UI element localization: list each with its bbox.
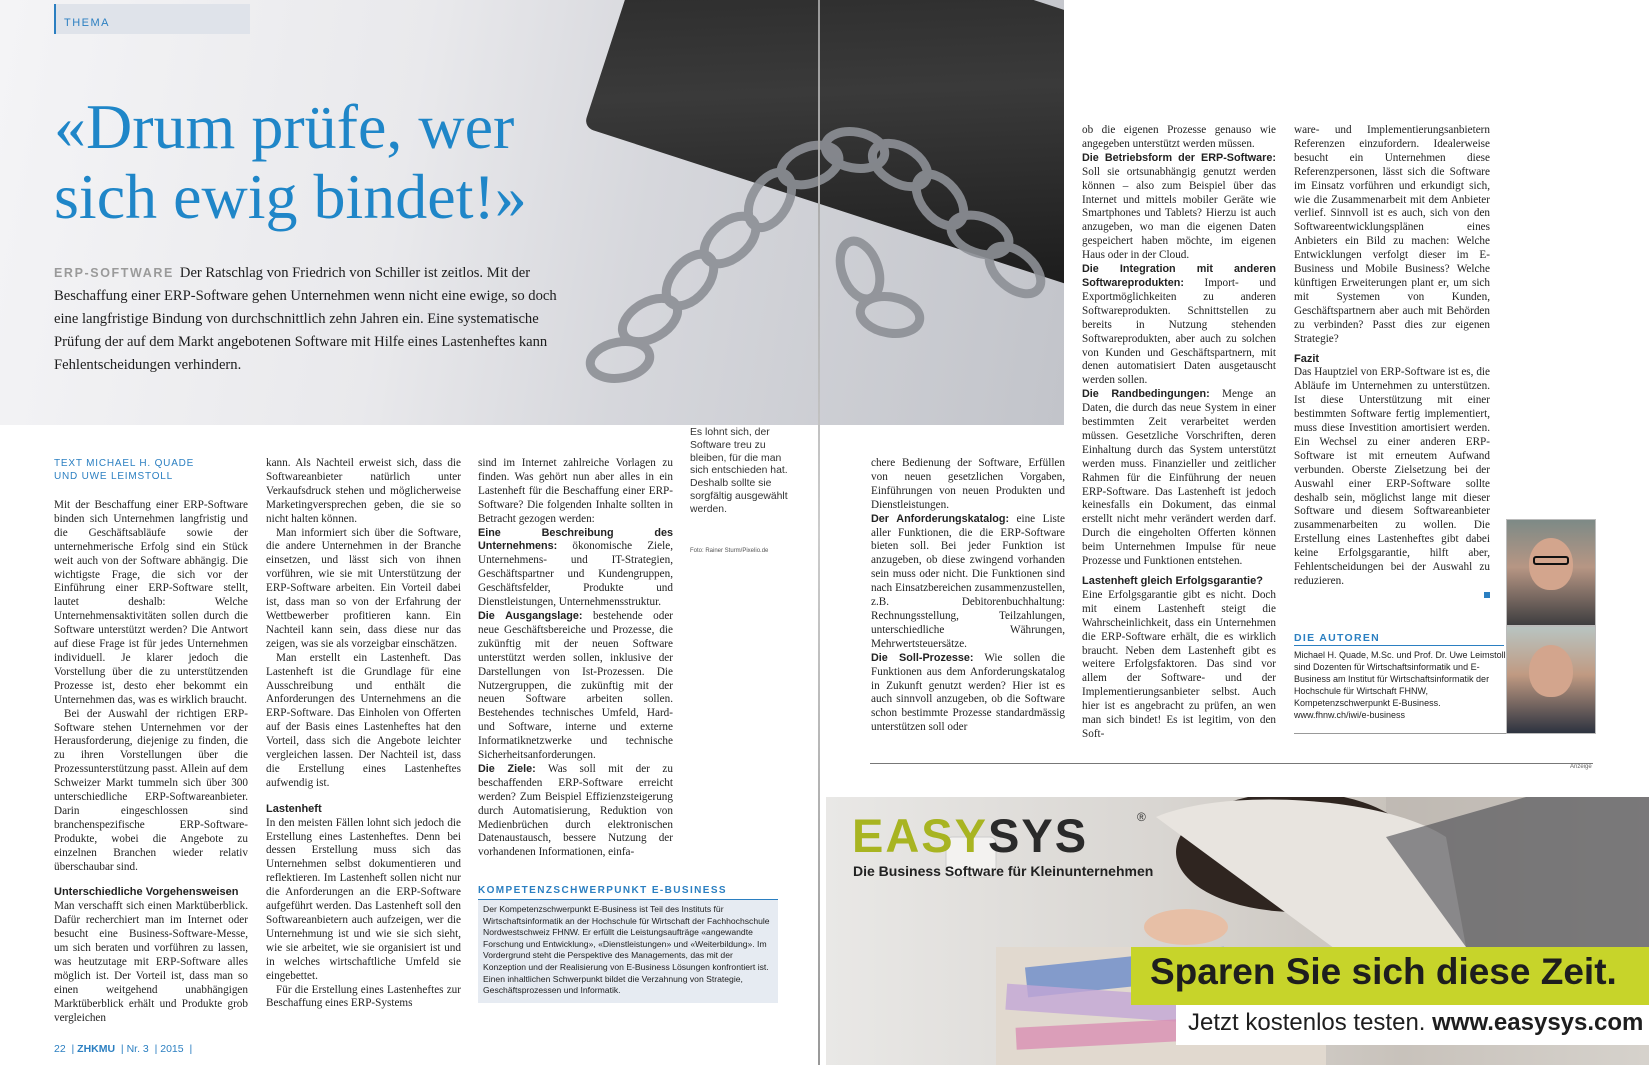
paragraph: Man verschafft sich einen Marktüberblick. Dafür recherchiert man im Internet oder besucht eine Business-Software-Messe, um sich beraten und vorführen zu lassen, was heutzutage mit ERP-Software alles möglich ist. Der Vorteil ist, dass man so einen weitgehend unabhängigen Marktüberblick erhält und Produkte grob vergleichen <box>54 900 248 1024</box>
paragraph: sind im Internet zahlreiche Vorlagen zu finden. Was gehört nun aber alles in ein Lastenheft für die Beschaffung einer ERP-Software? Die folgenden Inhalte sollten in Betracht gezogen werden: <box>478 457 673 525</box>
ad-subtitle: Die Business Software für Kleinunternehmen <box>853 863 1154 879</box>
lead-text: Der Ratschlag von Friedrich von Schiller ist zeitlos. Mit der Beschaffung einer ERP-Software gehen Unternehmen wenn nicht eine ewige, so doch eine langfristige Bindung von durchschnittlich zehn Jahren ein. Eine systematische Prüfung der auf dem Markt angebotenen Software mit Hilfe eines Lastenheftes kann Fehlentscheidungen verhindern. <box>54 265 557 373</box>
authors-underline <box>1294 733 1506 734</box>
chain-image <box>560 70 1064 410</box>
list-item: Die Ziele: Was soll mit der zu beschaffenden ERP-Software erreicht werden? Zum Beispiel Effizienzsteigerung durch Automatisierung, Reduktion von Medienbrüchen durch elektronischen Datenaustausch, bessere Nutzung der vorhandenen Informationen, einfa- <box>478 762 673 859</box>
article-column-5 <box>1082 124 1276 742</box>
paragraph: Für die Erstellung eines Lastenheftes zur Beschaffung eines ERP-Systems <box>266 983 461 1010</box>
list-item: Die Integration mit anderen Softwareprodukten: Import- und Exportmöglichkeiten zu anderen Softwareprodukten. Schnittstellen zu bereits in Nutzung stehenden Softwareprodukten, aber auch zu solchen von Kunden und Geschäftspartnern, mit denen automatisiert Daten ausgetauscht werden sollen. <box>1082 263 1276 387</box>
photo-caption: Es lohnt sich, der Software treu zu bleiben, für die man sich entschieden hat. Deshalb sollte sie sorgfältig ausgewählt werden. <box>690 427 788 515</box>
ad-separator <box>870 763 1593 764</box>
byline-line-2: UND UWE LEIMSTOLL <box>54 471 173 482</box>
ad-cta[interactable]: Jetzt kostenlos testen. www.easysys.com <box>1188 1009 1644 1036</box>
list-item: Der Anforderungskatalog: eine Liste aller Funktionen, die die ERP-Software bieten soll. Bei jeder Funktion ist anzugeben, ob diese zwingend vorhanden sein muss oder nicht. Die Funktionen sind nach Einsatzbereichen zusammenzustellen, z.B. Debitorenbuchhaltung: Rechnungsstellung, Teilzahlungen, unterschiedliche Währungen, Mehrwertsteuersätze. <box>871 512 1065 650</box>
byline-line-1: TEXT MICHAEL H. QUADE <box>54 458 195 469</box>
issue-number: Nr. 3 <box>126 1043 149 1055</box>
article-column-4 <box>871 457 1065 735</box>
paragraph: Das Hauptziel von ERP-Software ist es, die Abläufe im Unternehmen zu unterstützen. Ist diese Unterstützung mit einer bestimmten Software fertig implementiert, muss diese Investition amortisiert werden. Ein Wechsel zu einer anderen ERP-Software ist mit erneutem Aufwand verbunden. Oberste Zielsetzung bei der Auswahl einer ERP-Software sollte deshalb sein, möglichst lange mit dieser Software und diesem Softwareanbieter zusammenarbeiten zu wollen. Die Erstellung eines Lastenheftes gibt dabei keine Erfolgsgarantie, hilft aber, Fehlentscheidungen bei der Auswahl zu reduzieren. <box>1294 366 1490 587</box>
paragraph: ob die eigenen Prozesse genauso wie angegeben unterstützt werden müssen. <box>1082 124 1276 150</box>
list-item: Die Ausgangslage: bestehende oder neue Geschäftsbereiche und Prozesse, die zukünftig mit der neuen Software unterstützt werden sollen, inklusive der Darstellungen von Ist-Prozessen. Die Nutzergruppen, die zukünftig mit der neuen Software arbeiten sollen. Bestehendes technisches Umfeld, Hard- und Software, interne und externe Informatiknetzwerke und technische Sicherheitsanforderungen. <box>478 609 674 762</box>
list-item: Eine Beschreibung des Unternehmens: ökonomische Ziele, Unternehmens- und IT-Strategien, Geschäftspartner und Kundengruppen, Geschäftsfelder, Produkte und Dienstleistungen, Unternehmensstruktur. <box>478 526 673 609</box>
magazine-name: ZHKMU <box>77 1043 116 1055</box>
ad-logo: EASYSYS <box>852 809 1089 862</box>
paragraph: kann. Als Nachteil erweist sich, dass die Softwareanbieter natürlich unter Verkaufsdruck stehen und möglicherweise Marketingversprechen geben, die sie so nicht halten können. <box>266 457 461 525</box>
page-spine <box>818 0 820 1065</box>
authors-divider <box>1294 645 1504 646</box>
ad-logo-registered: ® <box>1137 810 1146 824</box>
ad-banner-text: Sparen Sie sich diese Zeit. <box>1150 951 1617 992</box>
subheading: Lastenheft <box>266 802 322 815</box>
lead-tag: ERP-SOFTWARE <box>54 266 174 280</box>
author-photo-leimstoll <box>1506 626 1596 734</box>
photo-credit: Foto: Rainer Sturm/Pixelio.de <box>690 548 769 554</box>
paragraph: Eine Erfolgsgarantie gibt es nicht. Doch mit einem Lastenheft steigt die Wahrscheinlichkeit, dass ein Unternehmen die ERP-Software erhält, die es wirklich braucht. Neben dem Lastenheft gibt es weitere Erfolgsfaktoren. Das sind vor allem der Software- und der Implementierungsanbieter selbst. Auch hier ist es angebracht zu prüfen, an wen man sich bindet! Es ist legitim, von den Soft- <box>1082 588 1276 740</box>
article-column-2 <box>266 457 461 1011</box>
byline <box>54 457 194 483</box>
ad-label: Anzeige <box>1570 764 1592 770</box>
authors-link[interactable]: www.fhnw.ch/iwi/e-business <box>1294 710 1406 720</box>
lead-paragraph <box>54 262 584 377</box>
subheading: Lastenheft gleich Erfolgsgarantie? <box>1082 575 1263 587</box>
article-column-1 <box>54 499 248 1026</box>
authors-bio <box>1294 649 1506 721</box>
paragraph: chere Bedienung der Software, Erfüllen von neuen gesetzlichen Vorgaben, Einführungen von neuen Produkten und Dienstleistungen. <box>871 457 1065 511</box>
headline-line-1: «Drum prüfe, wer <box>54 91 515 162</box>
paragraph: Mit der Beschaffung einer ERP-Software binden sich Unternehmen langfristig und die Geschäftsabläufe sowie der unternehmerische Erfolg sind ein Stück weit auch von der Software abhängig. Die wichtigste Frage, die sich vor der Einführung einer ERP-Software stellt, lautet deshalb: Welche Unternehmensaktivitäten sollen durch die Software unterstützt werden? Die Antwort auf diese Frage ist für jedes Unternehmen individuell. Je klarer jedoch die Vorstellung über die zu unterstützenden Prozesse ist, desto eher bekommt ein Unternehmen das, was es wirklich braucht. <box>54 499 248 706</box>
headline-line-2: sich ewig bindet!» <box>54 161 527 232</box>
article-column-3 <box>478 457 673 860</box>
paragraph: Man erstellt ein Lastenheft. Das Lastenheft ist die Grundlage für eine Ausschreibung und enthält die Anforderungen des Unternehmens an die ERP-Software. Das Einholen von Offerten auf der Basis eines Lastenheftes hat den Vorteil, dass sich die Angebote leichter vergleichen lassen. Der Nachteil ist, dass die Erstellung eines Lastenheftes aufwendig ist. <box>266 651 461 789</box>
paragraph: In den meisten Fällen lohnt sich jedoch die Erstellung eines Lastenheftes. Denn bei dessen Erstellung muss sich das Unternehmen selbst dokumentieren und reflektieren. Im Lastenheft sollen nicht nur die Anforderungen an die ERP-Software aufgeführt werden. Das Lastenheft soll den Softwareanbietern auch aufzeigen, wer die Unternehmung ist und wie sie sich sieht, wie sie arbeitet, wie sie organisiert ist und in welches wirtschaftliche Umfeld sie eingebettet. <box>266 816 461 982</box>
paragraph: Man informiert sich über die Software, die andere Unternehmen in der Branche einsetzen, und lässt sich von ihnen vorführen, wie sie mit Unterstützung der ERP-Software arbeiten. Ein Vorteil dabei ist, dass man so von der Erfahrung der Wettbewerber profitieren kann. Ein Nachteil kann sein, dass diese nur das zeigen, was sie als vorzeigbar einschätzen. <box>266 526 461 650</box>
paragraph: ware- und Implementierungsanbietern Referenzen einzufordern. Idealerweise besucht ein Unternehmen diese Referenzpersonen, lässt sich die Software im Einsatz vorführen und erkundigt sich, wie die Zusammenarbeit mit dem Anbieter verlief. Sinnvoll ist es auch, sich von den Softwareentwicklungsplänen eines Anbieters ein Bild zu machen: Welche Entwicklungen verfolgt dieser im E-Business und Mobile Business? Welche künftigen Erweiterungen plant er, um sich mit Systemen von Kunden, Geschäftspartnern aber auch mit Behörden zu verbinden? Passt dies zur eigenen Strategie? <box>1294 124 1490 345</box>
section-tag: THEMA <box>64 17 110 29</box>
paragraph: Bei der Auswahl der richtigen ERP-Software stehen Unternehmen vor der Herausforderung, diejenige zu finden, die zu ihren Vorstellungen über die Prozessunterstützung passt. Allein auf dem Schweizer Markt tummeln sich über 300 unterschiedliche ERP-Softwareanbieter. Darin eingeschlossen sind branchenspezifische ERP-Software-Produkte, wobei die Angebote zu einzelnen Branchen wieder relativ überschaubar sind. <box>54 707 248 873</box>
list-item: Die Randbedingungen: Menge an Daten, die durch das neue System in einer bestimmten Zeit verarbeitet werden müssen. Gesetzliche Vorschriften, deren Einhaltung durch das System unterstützt werden muss. Finanzieller und zeitlicher Rahmen für die Einführung der neuen ERP-Software. Das Lastenheft ist jedoch keinesfalls ein Dokument, das einmal erstellt nicht mehr verändert werden darf. Durch die eingeholten Offerten können beim Unternehmen Impulse für neue Prozesse und Funktionen entstehen. <box>1082 388 1276 568</box>
subheading: Unterschiedliche Vorgehensweisen <box>54 886 239 899</box>
issue-year: 2015 <box>160 1043 184 1055</box>
authors-title: DIE AUTOREN <box>1294 632 1381 644</box>
ad-url[interactable]: www.easysys.com <box>1432 1009 1644 1036</box>
author-photo-quade <box>1506 519 1596 626</box>
info-box: Der Kompetenzschwerpunkt E-Business ist Teil des Instituts für Wirtschaftsinformatik an der Hochschule für Wirtschaft der Fachhochschule Nordwestschweiz FHNW. Er erfüllt die Leistungsaufträge «angewandte Forschung und Entwicklung», «Dienstleistungen» und «Weiterbildung». Im Vordergrund steht die Perspektive des Managements, das mit der Konzeption und der Realisierung von E-Business Lösungen konfrontiert ist. Einen inhaltlichen Schwerpunkt bildet die Verzahnung von Strategie, Geschäftsprozessen und Informatik. <box>478 899 778 1003</box>
authors-bio-text: Michael H. Quade, M.Sc. und Prof. Dr. Uwe Leimstoll sind Dozenten für Wirtschaftsinformatik und E-Business am Institut für Wirtschaftsinformatik der Hochschule für Wirtschaft FHNW, Kompetenzschwerpunkt E-Business. <box>1294 650 1506 708</box>
article-column-6 <box>1294 124 1490 598</box>
headline <box>54 92 614 232</box>
page-footer: 22 | ZHKMU | Nr. 3 | 2015 | <box>54 1043 193 1055</box>
list-item: Die Soll-Prozesse: Wie sollen die Funktionen aus dem Anforderungskatalog in Zukunft genutzt werden? Hier ist es auch sinnvoll anzugeben, ob die Software schon bestimmte Prozesse standardmässig unterstützen soll oder <box>871 651 1065 734</box>
end-mark-icon <box>1484 592 1490 598</box>
list-item: Die Betriebsform der ERP-Software: Soll sie ortsunabhängig genutzt werden können – also zum Beispiel über das Internet und mittels mobiler Geräte wie Smartphones und Tablets? Hierzu ist auch anzugeben, wo man die eigenen Daten gespeichert haben möchte, im eigenen Haus oder in der Cloud. <box>1082 151 1276 262</box>
subheading: Fazit <box>1294 352 1320 365</box>
page-number: 22 <box>54 1043 66 1055</box>
info-box-title: KOMPETENZSCHWERPUNKT E-BUSINESS <box>478 885 727 896</box>
